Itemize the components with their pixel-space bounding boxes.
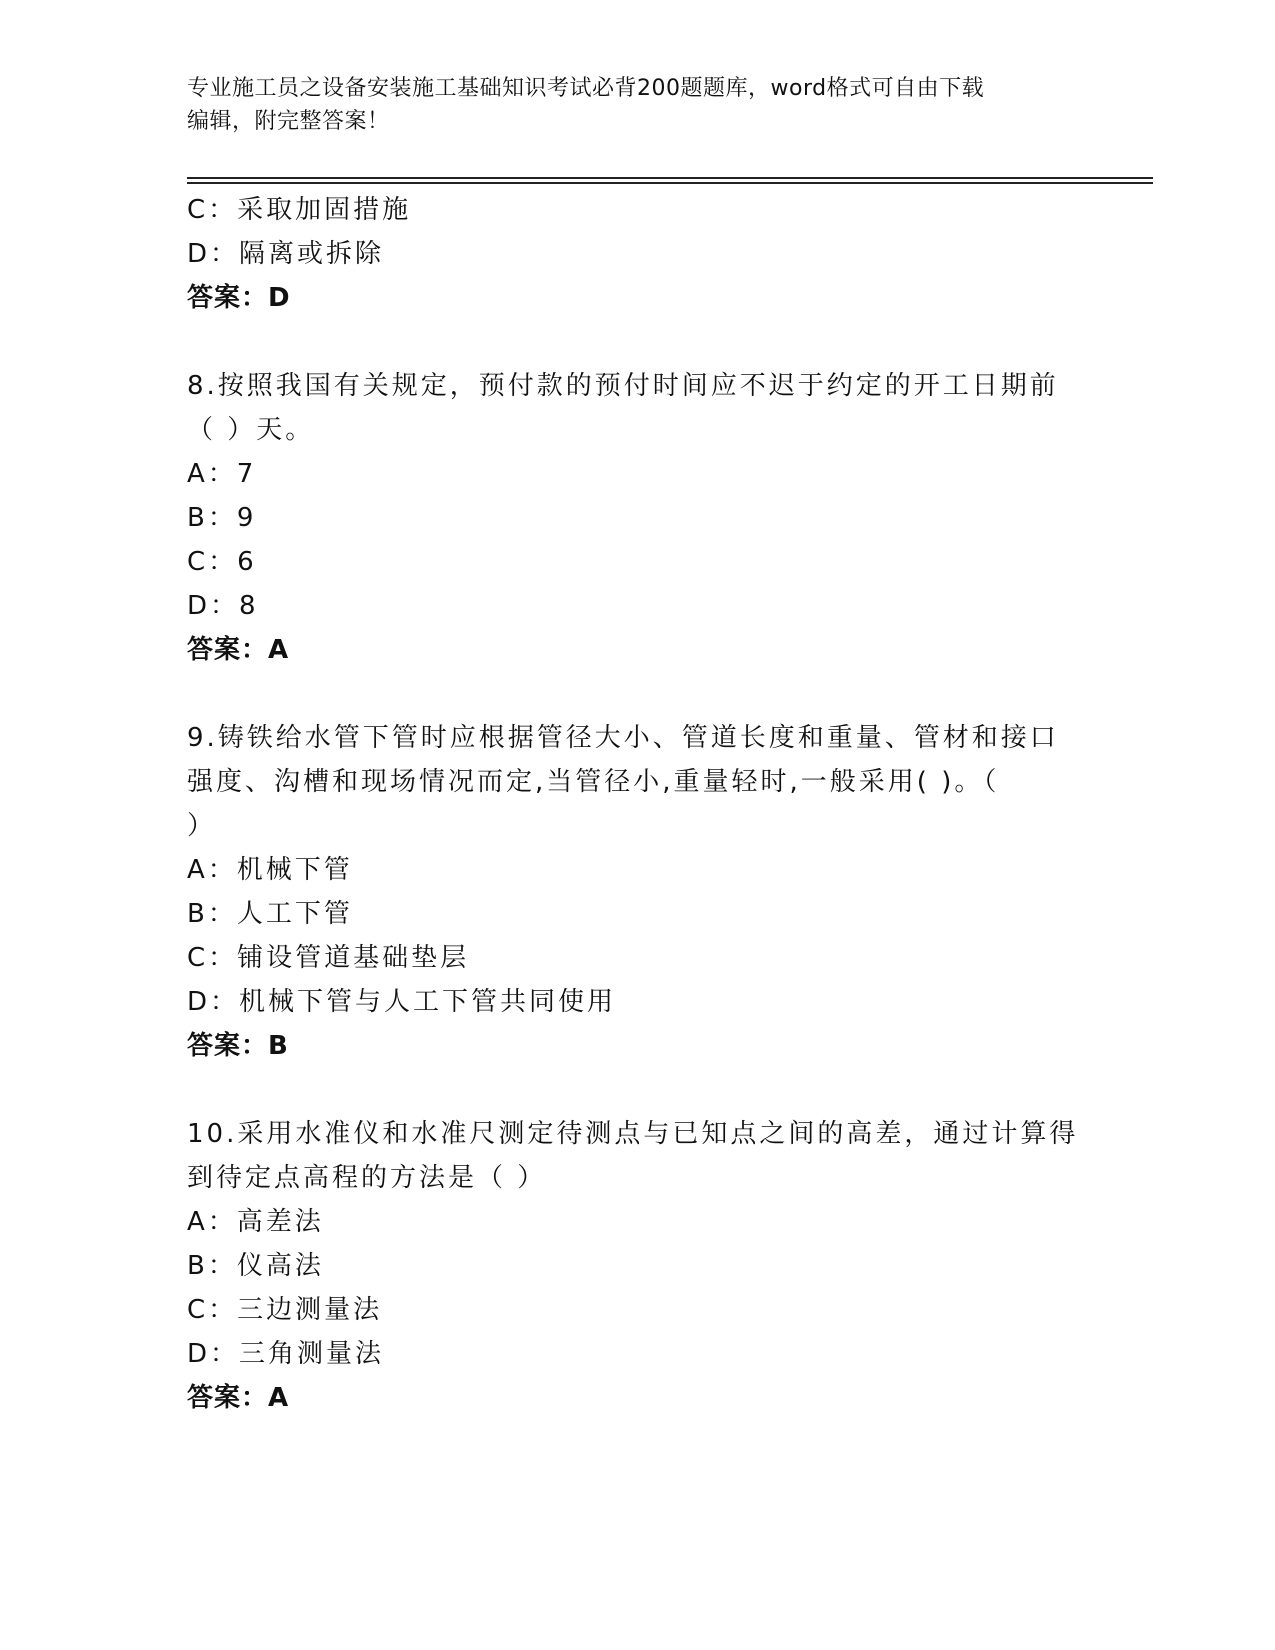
header-line-2: 编辑，附完整答案！ <box>187 109 390 134</box>
q9-option-a: A：机械下管 <box>187 855 353 885</box>
q9-stem-line-2: 强度、沟槽和现场情况而定,当管径小,重量轻时,一般采用( )。（ <box>187 767 1000 797</box>
q8-option-c: C：6 <box>187 547 257 577</box>
q9-option-d: D：机械下管与人工下管共同使用 <box>187 987 617 1017</box>
q9-stem-line-3: ） <box>187 811 217 841</box>
header-line-1: 专业施工员之设备安装施工基础知识考试必背200题题库，word格式可自由下载 <box>187 76 985 101</box>
prev-option-c: C：采取加固措施 <box>187 195 412 225</box>
q8-option-a: A：7 <box>187 459 257 489</box>
q8-option-b: B：9 <box>187 503 257 533</box>
q8-stem-line-1: 8.按照我国有关规定，预付款的预付时间应不迟于约定的开工日期前 <box>187 371 1059 401</box>
q8-stem-line-2: （ ）天。 <box>187 415 315 445</box>
q10-stem-line-1: 10.采用水准仪和水准尺测定待测点与已知点之间的高差，通过计算得 <box>187 1119 1079 1149</box>
q8-answer: 答案：A <box>187 635 290 665</box>
q9-stem-line-1: 9.铸铁给水管下管时应根据管径大小、管道长度和重量、管材和接口 <box>187 723 1059 753</box>
header-divider-bottom <box>187 182 1153 184</box>
q10-answer: 答案：A <box>187 1383 290 1413</box>
q10-option-b: B：仪高法 <box>187 1251 324 1281</box>
q9-option-c: C：铺设管道基础垫层 <box>187 943 470 973</box>
q10-stem-line-2: 到待定点高程的方法是（ ） <box>187 1163 547 1193</box>
q9-answer: 答案：B <box>187 1031 289 1061</box>
q10-option-d: D：三角测量法 <box>187 1339 385 1369</box>
document-header <box>187 72 1067 138</box>
q9-option-b: B：人工下管 <box>187 899 353 929</box>
header-divider-top <box>187 177 1153 179</box>
prev-option-d: D：隔离或拆除 <box>187 239 385 269</box>
q10-option-a: A：高差法 <box>187 1207 324 1237</box>
q10-option-c: C：三边测量法 <box>187 1295 383 1325</box>
prev-answer: 答案：D <box>187 283 291 313</box>
q8-option-d: D：8 <box>187 591 259 621</box>
